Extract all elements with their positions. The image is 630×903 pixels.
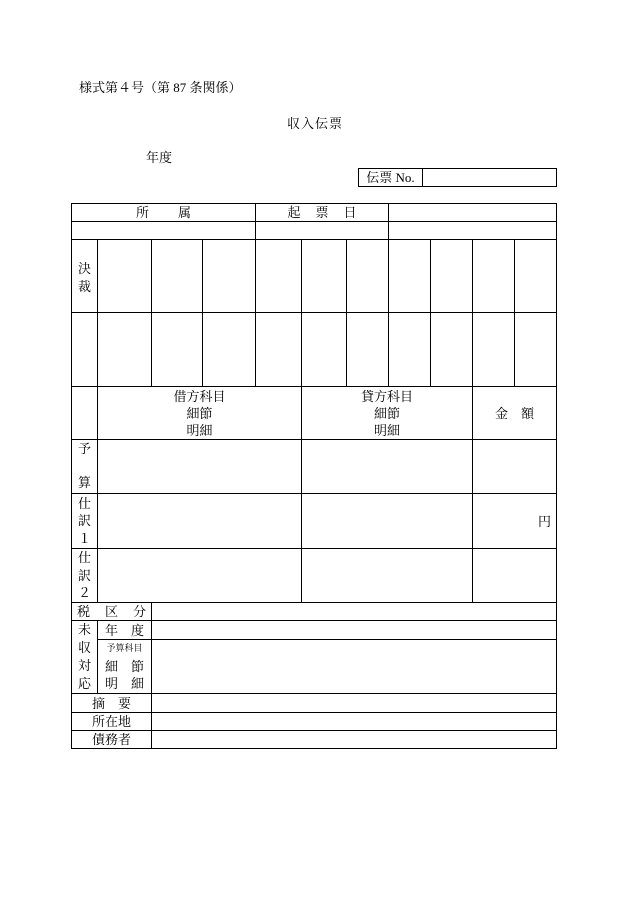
tax-category-label: 税 区 分 — [72, 603, 152, 621]
budget-amount-field — [473, 440, 557, 494]
approval-stamp-cell — [431, 313, 473, 387]
accrued-budget-item-labels — [98, 640, 152, 694]
entry2-debit-field — [98, 549, 302, 603]
affiliation-header: 所 属 — [72, 204, 256, 222]
entry1-label-char: 訳 — [77, 513, 91, 529]
approval-stamp-cell — [203, 240, 256, 313]
entry1-label-char: １ — [77, 530, 91, 546]
accrued-label — [72, 621, 98, 694]
slip-number-label: 伝票 No. — [359, 169, 423, 186]
entry2-label-char: 訳 — [77, 567, 91, 583]
budget-label-char: 予 — [77, 441, 91, 456]
budget-debit-field — [98, 440, 302, 494]
accrued-budget-item-field — [152, 640, 557, 694]
tax-category-field — [152, 603, 557, 621]
summary-label: 摘 要 — [72, 694, 152, 713]
header-blank-cell — [389, 204, 557, 222]
header-blank-field — [389, 222, 557, 240]
amount-header: 金 額 — [473, 387, 557, 440]
approval-stamp-cell — [515, 240, 557, 313]
accrued-label-char: 対 — [77, 658, 91, 673]
accrued-label-char: 応 — [77, 676, 91, 691]
affiliation-field — [72, 222, 256, 240]
accrued-budget-item-label: 予算科目 — [106, 643, 143, 654]
credit-account-label: 貸方科目 — [360, 388, 413, 404]
address-label: 所在地 — [72, 713, 152, 731]
entry1-label — [72, 494, 98, 549]
entry1-debit-field — [98, 494, 302, 549]
entry2-label-char: 仕 — [77, 550, 91, 566]
receipt-voucher-table — [71, 203, 557, 749]
entry2-amount-field — [473, 549, 557, 603]
slip-number-box — [358, 168, 557, 187]
debit-sub-item-label: 細節 — [186, 405, 213, 421]
approval-stamp-cell — [203, 313, 256, 387]
entry2-label-char: ２ — [77, 585, 91, 601]
document-title: 収入伝票 — [286, 116, 343, 131]
budget-label-char: 算 — [77, 475, 91, 490]
approval-stamp-cell — [98, 313, 152, 387]
accrued-fiscal-year-field — [152, 621, 557, 640]
approval-stamp-cell — [347, 313, 389, 387]
credit-detail-label: 明細 — [373, 422, 400, 438]
entry1-credit-field — [302, 494, 473, 549]
approval-label-char: 裁 — [77, 279, 91, 294]
approval-label — [72, 240, 98, 313]
accrued-fiscal-year-label: 年 度 — [98, 621, 152, 640]
fiscal-year-label: 年度 — [146, 150, 173, 165]
debit-account-header — [98, 387, 302, 440]
approval-stamp-cell — [431, 240, 473, 313]
entry1-label-char: 仕 — [77, 495, 91, 511]
issue-date-field — [256, 222, 389, 240]
credit-account-header — [302, 387, 473, 440]
debit-detail-label: 明細 — [186, 422, 213, 438]
slip-number-field — [423, 169, 556, 186]
approval-stamp-cell — [98, 240, 152, 313]
entry1-amount-field — [473, 494, 557, 549]
approval-stamp-cell — [389, 313, 431, 387]
approval-stamp-cell — [152, 313, 203, 387]
debtor-field — [152, 731, 557, 749]
accrued-label-char: 未 — [77, 622, 91, 637]
header-left-blank-cell — [72, 387, 98, 440]
approval-stamp-cell — [302, 240, 347, 313]
yen-unit: 円 — [537, 513, 551, 529]
entry2-credit-field — [302, 549, 473, 603]
approval-stamp-cell — [302, 313, 347, 387]
credit-sub-item-label: 細節 — [373, 405, 400, 421]
accrued-label-char: 収 — [77, 640, 91, 655]
budget-credit-field — [302, 440, 473, 494]
approval-stamp-cell — [473, 313, 515, 387]
entry2-label — [72, 549, 98, 603]
form-number: 様式第４号（第 87 条関係） — [79, 80, 242, 95]
approval-stamp-cell — [256, 313, 302, 387]
approval-stamp-cell — [152, 240, 203, 313]
approval-stamp-cell — [473, 240, 515, 313]
approval-stamp-cell — [389, 240, 431, 313]
accrued-sub-item-label: 細 節 — [104, 658, 144, 674]
approval-lower-label-cell — [72, 313, 98, 387]
approval-stamp-cell — [256, 240, 302, 313]
issue-date-header: 起 票 日 — [256, 204, 389, 222]
address-field — [152, 713, 557, 731]
summary-field — [152, 694, 557, 713]
debtor-label: 債務者 — [72, 731, 152, 749]
accrued-detail-label: 明 細 — [104, 676, 144, 692]
approval-label-char: 決 — [77, 261, 91, 276]
debit-account-label: 借方科目 — [173, 388, 226, 404]
approval-stamp-cell — [347, 240, 389, 313]
budget-label — [72, 440, 98, 494]
approval-stamp-cell — [515, 313, 557, 387]
